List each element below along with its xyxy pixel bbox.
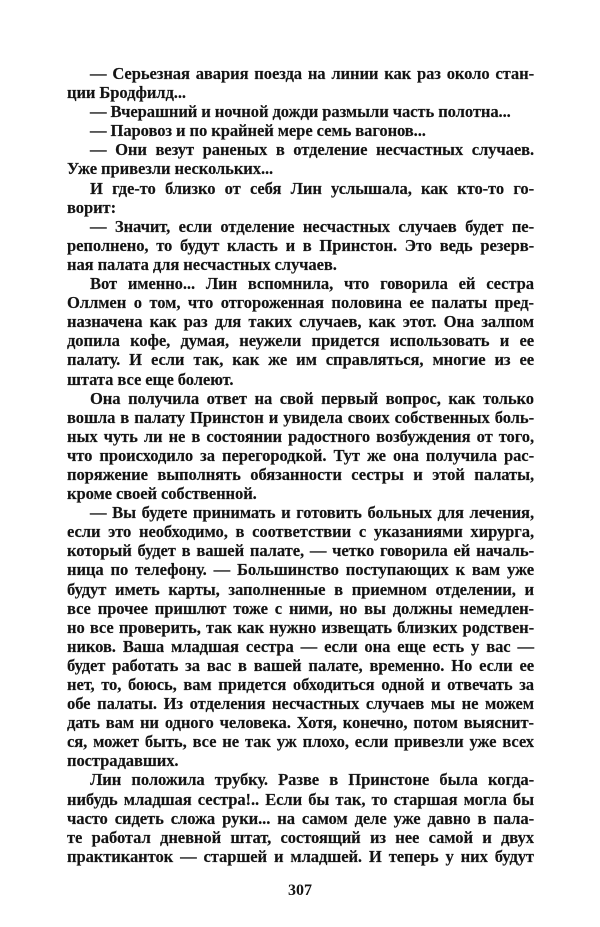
text-line: ников. Ваша младшая сестра — если она еще есть у вас — xyxy=(67,636,534,656)
text-line: если это необходимо, в соответствии с указаниями хирурга, xyxy=(67,522,534,542)
text-line: поряжение выполнять обязанности сестры и этой палаты, xyxy=(67,464,534,484)
text-line: И где-то близко от себя Лин услышала, как кто-то го- xyxy=(90,178,534,198)
text-line: практиканток — старшей и младшей. И теперь у них будут xyxy=(67,846,534,866)
text-line: дать вам ни одного человека. Хотя, конечно, потом выяснит- xyxy=(67,713,534,733)
text-line: Вот именно... Лин вспомнила, что говорила ей сестра xyxy=(90,274,534,294)
text-line: пострадавших. xyxy=(67,751,179,771)
text-line: часто сидеть сложа руки... на самом деле уже давно в пала- xyxy=(67,808,534,828)
text-line: Лин положила трубку. Разве в Принстоне была когда- xyxy=(90,770,534,790)
text-line: Оллмен о том, что отгороженная половина ее палаты пред- xyxy=(67,293,534,313)
text-line: кроме своей собственной. xyxy=(67,484,257,504)
text-line: что происходило за перегородкой. Тут же она получила рас- xyxy=(67,445,534,465)
text-line: ции Бродфилд... xyxy=(67,83,186,103)
text-line: — Значит, если отделение несчастных случаев будет пе- xyxy=(90,216,534,236)
text-line: ся, может быть, все не так уж плохо, если привезли уже всех xyxy=(67,732,534,752)
text-line: штата все еще болеют. xyxy=(67,369,234,389)
text-line: все прочее пришлют тоже с ними, но вы должны немедлен- xyxy=(67,598,534,618)
text-line: — Они везут раненых в отделение несчастных случаев. xyxy=(90,140,534,160)
text-line: обе палаты. Из отделения несчастных случаев мы не можем xyxy=(67,694,534,714)
text-line: ворит: xyxy=(67,197,117,217)
text-line: ная палата для несчастных случаев. xyxy=(67,254,337,274)
text-line: но все проверить, так как нужно извещать близких родствен- xyxy=(67,617,534,637)
text-line: — Вы будете принимать и готовить больных для лечения, xyxy=(90,503,534,523)
text-line: нибудь младшая сестра!.. Если бы так, то старшая могла бы xyxy=(67,789,534,809)
book-page-text xyxy=(67,64,534,866)
text-line: палату. И если так, как же им справляться, многие из ее xyxy=(67,350,534,370)
text-line: — Серьезная авария поезда на линии как раз около стан- xyxy=(90,64,534,83)
text-line: который будет в вашей палате, — четко говорила ей началь- xyxy=(67,541,534,561)
text-line: — Вчерашний и ночной дожди размыли часть полотна... xyxy=(90,102,511,122)
text-line: — Паровоз и по крайней мере семь вагонов... xyxy=(90,121,426,141)
text-line: назначена как раз для таких случаев, как этот. Она залпом xyxy=(67,312,534,332)
text-line: ница по телефону. — Большинство поступающих к вам уже xyxy=(67,560,534,580)
page-number: 307 xyxy=(288,882,312,899)
text-line: Она получила ответ на свой первый вопрос, как только xyxy=(90,388,534,408)
text-line: те работал дневной штат, состоящий из нее самой и двух xyxy=(67,827,534,847)
text-line: допила кофе, думая, неужели придется использовать и ее xyxy=(67,331,534,351)
text-line: Уже привезли нескольких... xyxy=(67,159,274,179)
text-line: ных чуть ли не в состоянии радостного возбуждения от того, xyxy=(67,426,534,446)
text-line: будет работать за вас в вашей палате, временно. Но если ее xyxy=(67,655,534,675)
text-line: будут иметь карты, заполненные в приемном отделении, и xyxy=(67,579,534,599)
text-line: вошла в палату Принстон и увидела своих собственных боль- xyxy=(67,407,534,427)
text-line: реполнено, то будут класть и в Принстон. Это ведь резерв- xyxy=(67,235,534,255)
text-line: нет, то, боюсь, вам придется обходиться одной и отвечать за xyxy=(67,675,534,694)
